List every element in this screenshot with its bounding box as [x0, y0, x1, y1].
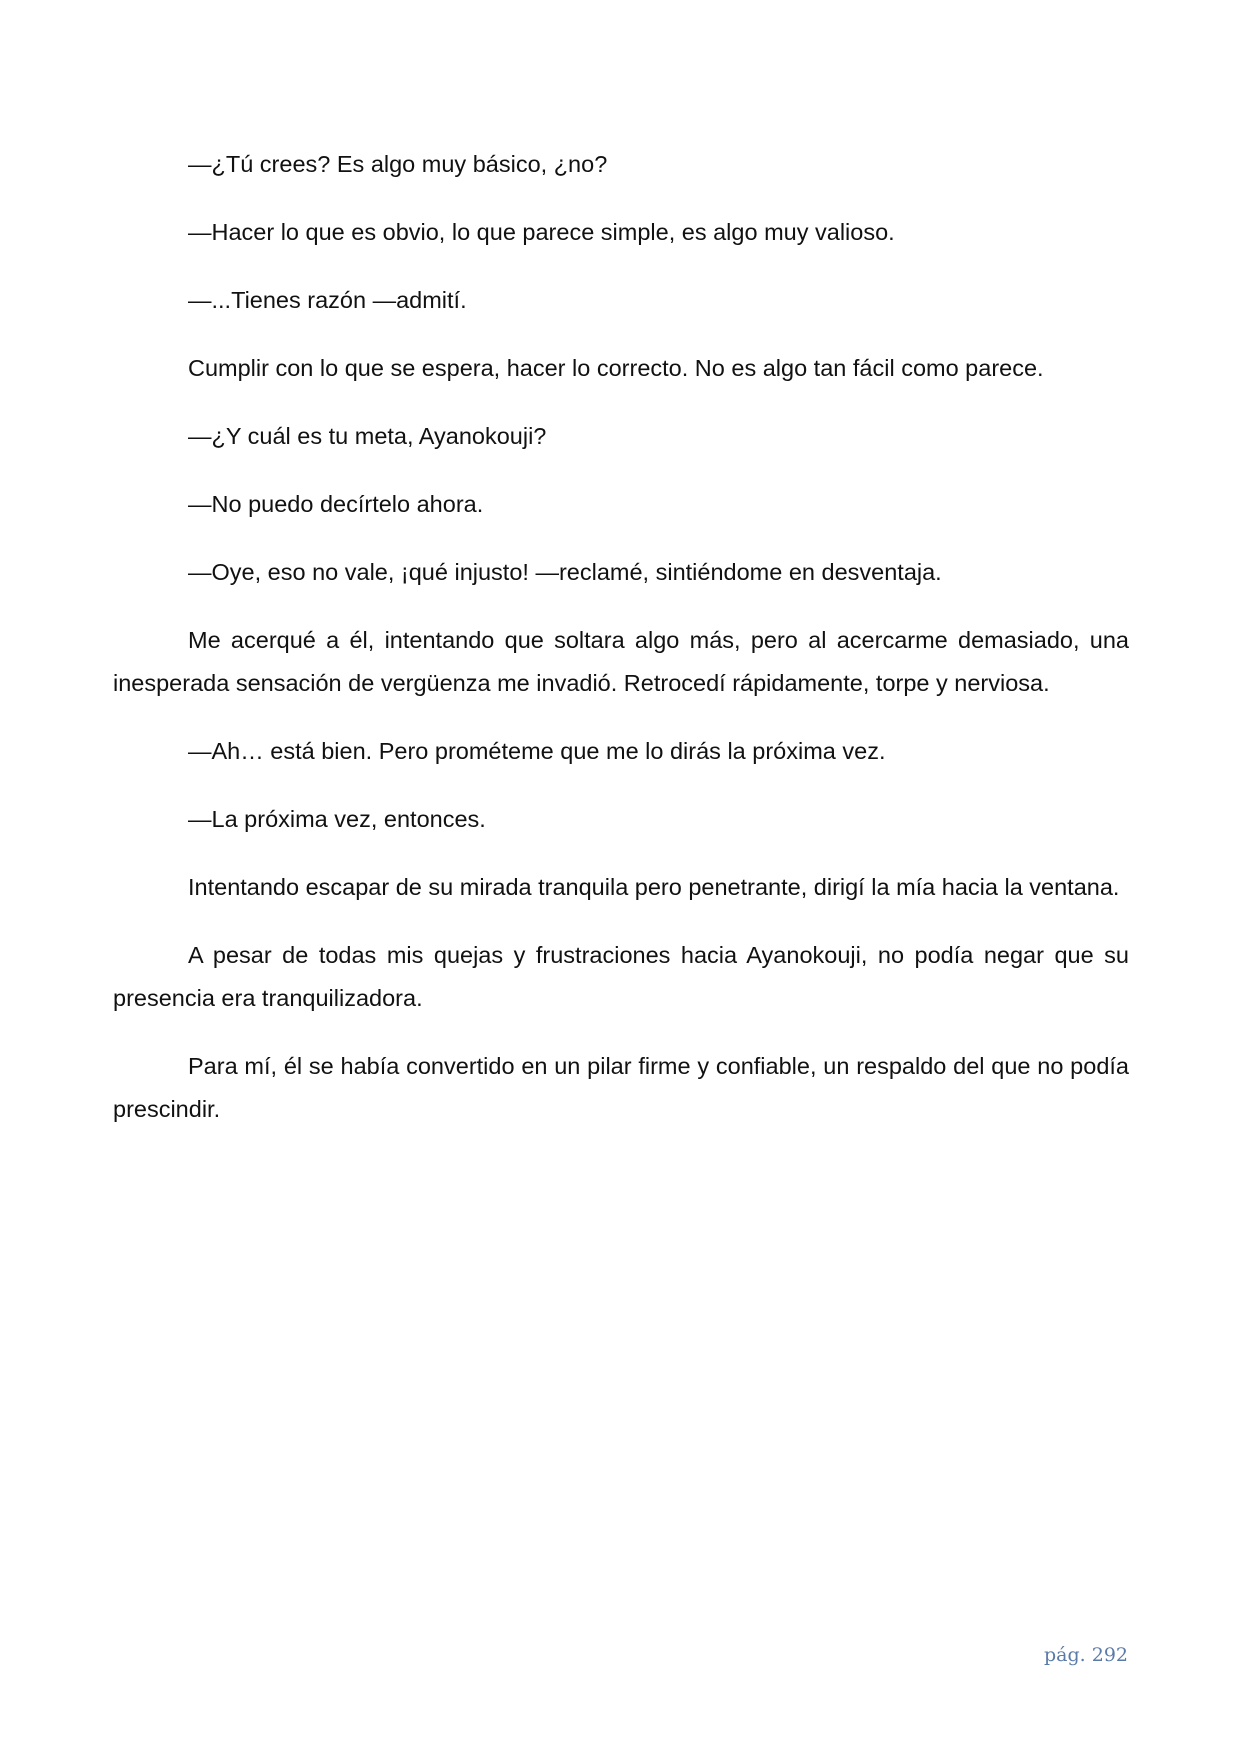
- paragraph-10: —La próxima vez, entonces.: [188, 806, 486, 832]
- paragraph-2: —Hacer lo que es obvio, lo que parece simple, es algo muy valioso.: [188, 219, 895, 245]
- paragraph-6: —No puedo decírtelo ahora.: [188, 491, 484, 517]
- paragraph-12: A pesar de todas mis quejas y frustraciones hacia Ayanokouji, no podía negar que su presencia era tranquilizadora.: [113, 942, 1129, 1011]
- paragraph-9: —Ah… está bien. Pero prométeme que me lo dirás la próxima vez.: [188, 738, 886, 764]
- paragraph-11: Intentando escapar de su mirada tranquila pero penetrante, dirigí la mía hacia la ventana.: [188, 874, 1120, 900]
- body-text: [113, 143, 1129, 1156]
- paragraph-8: Me acerqué a él, intentando que soltara algo más, pero al acercarme demasiado, una inesperada sensación de vergüenza me invadió. Retrocedí rápidamente, torpe y nerviosa.: [113, 627, 1129, 696]
- paragraph-7: —Oye, eso no vale, ¡qué injusto! —reclamé, sintiéndome en desventaja.: [188, 559, 942, 585]
- paragraph-4: Cumplir con lo que se espera, hacer lo correcto. No es algo tan fácil como parece.: [188, 355, 1044, 381]
- page-number: pág. 292: [1044, 1644, 1128, 1666]
- paragraph-1: —¿Tú crees? Es algo muy básico, ¿no?: [188, 151, 608, 177]
- paragraph-5: —¿Y cuál es tu meta, Ayanokouji?: [188, 423, 547, 449]
- paragraph-3: —...Tienes razón —admití.: [188, 287, 467, 313]
- paragraph-13: Para mí, él se había convertido en un pilar firme y confiable, un respaldo del que no podía prescindir.: [113, 1053, 1129, 1122]
